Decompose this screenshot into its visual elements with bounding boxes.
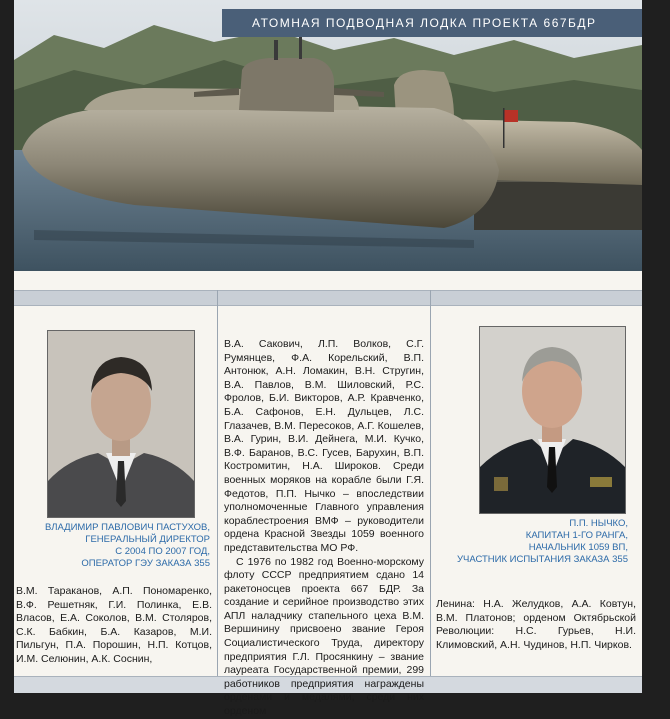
caption-line: ГЕНЕРАЛЬНЫЙ ДИРЕКТОР [85, 534, 210, 545]
paragraph: В.М. Тараканов, А.П. Пономаренко, В.Ф. Решетняк, Г.И. Полинка, Е.В. Власов, Е.А. Соколов, В.М. Столяров, С.К. Бабкин, Б.А. Казаров, М.И. Пильгун, П.А. Порошин, Н.П. Котцов, И.М. Селюнин, А.К. Соснин, [16, 585, 212, 665]
caption-line: С 2004 ПО 2007 ГОД, [115, 546, 210, 557]
right-column-text [436, 598, 636, 652]
paragraph: С 1976 по 1982 год Военно-морскому флоту СССР предприятием сдано 14 ракетоносцев проекта 667 БДР. За создание и серийное производство этих АПЛ наладчику стапельного цеха В.М. Вершинину присвоено звание Героя Социалистического Труда, директору предприятия Г.Л. Просянкину – звание лауреата Государственной премии, 299 работников предприятия награждены орденами и медалями, среди них орденом [224, 555, 424, 718]
left-column-text [16, 585, 212, 667]
caption-line: ВЛАДИМИР ПАВЛОВИЧ ПАСТУХОВ, [45, 522, 210, 533]
portrait-caption-right [438, 518, 628, 566]
caption-line: НАЧАЛЬНИК 1059 ВП, [528, 542, 628, 553]
paragraph: В.А. Сакович, Л.П. Волков, С.Г. Румянцев, Ф.А. Корельский, В.П. Антонюк, А.Н. Ломакин, В.Н. Стругин, В.А. Павлов, В.М. Шиловский, Р.С. Фролов, Б.И. Викторов, А.Р. Кравченко, Б.А. Сафонов, Е.Н. Дульцев, Л.С. Глазачев, В.М. Пересоков, А.Г. Кошелев, В.А. Гурин, В.И. Дейнега, М.И. Кучко, В.Ф. Баранов, В.С. Гусев, Барухин, В.П. Костромитин, Н.А. Широков. Среди военных моряков на корабле были Г.Я. Федотов, П.П. Нычко – впоследствии уполномоченные Главного управления кораблестроения ВМФ – руководители ордена Красной Звезды 1059 военного представительства МО РФ. [224, 338, 424, 554]
caption-line: КАПИТАН 1-ГО РАНГА, [525, 530, 628, 541]
submarine-photo [14, 0, 642, 271]
column-header-band [14, 290, 642, 306]
paragraph: Ленина: Н.А. Желудков, А.А. Ковтун, В.М. Платонов; орденом Октябрьской Революции: Н.С. Гурьев, Н.И. Климовский, А.Н. Чудинов, Н.П. Чирков. [436, 598, 636, 651]
column-divider [430, 290, 431, 692]
magazine-page [14, 0, 642, 718]
column-divider [217, 290, 218, 692]
section-title: АТОМНАЯ ПОДВОДНАЯ ЛОДКА ПРОЕКТА 667БДР [222, 9, 642, 37]
middle-column-text [224, 338, 424, 719]
caption-line: УЧАСТНИК ИСПЫТАНИЯ ЗАКАЗА 355 [456, 554, 628, 565]
portrait-pastukhov [47, 330, 195, 518]
caption-line: ОПЕРАТОР ГЭУ ЗАКАЗА 355 [81, 558, 210, 569]
caption-line: П.П. НЫЧКО, [569, 518, 628, 529]
portrait-caption-left [20, 522, 210, 570]
portrait-nychko [479, 326, 626, 514]
